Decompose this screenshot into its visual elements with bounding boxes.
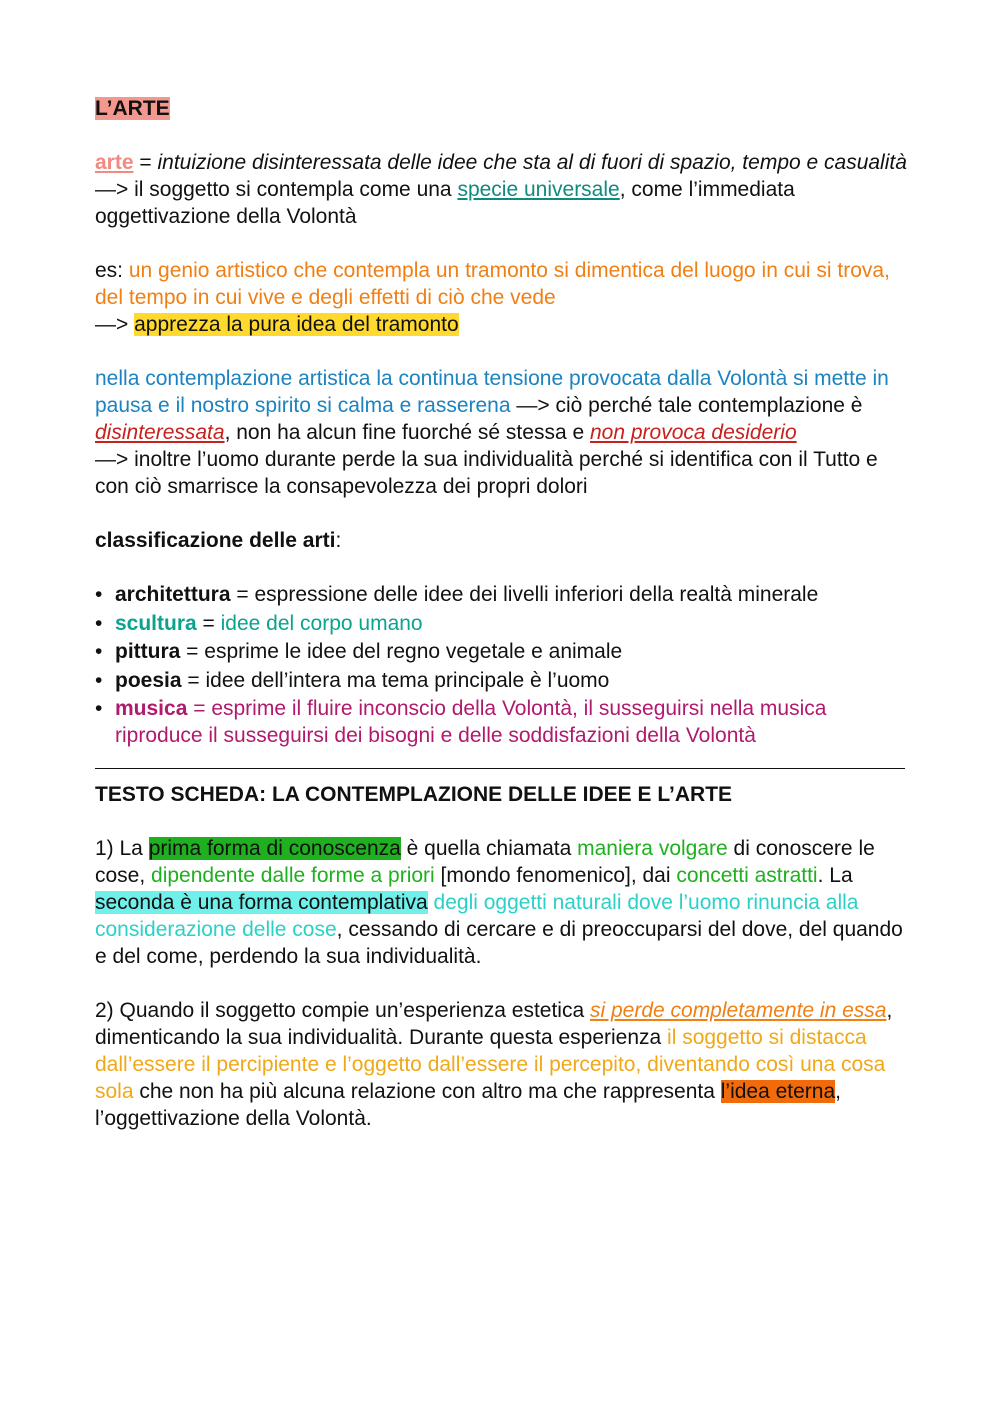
example-paragraph [95,257,907,338]
idea-eterna-highlight: l’idea eterna [720,1080,836,1103]
classification-heading [95,527,907,554]
equals-sign: = [133,151,158,174]
text-run: 2) Quando il soggetto compie un’esperienza estetica [95,999,590,1022]
si-perde-text: si perde completamente in essa [589,999,887,1022]
bullet: • [95,697,103,720]
arrow-text-end: , come l’immediata oggettivazione della Volontà [95,178,795,228]
bullet: • [95,640,103,663]
classification-heading-text: classificazione delle arti [95,529,336,552]
contemplation-mid: —> ciò perché tale contemplazione è [510,394,863,417]
classification-colon: : [335,529,342,552]
text-run: che non ha più alcuna relazione con altro ma che rappresenta [133,1080,721,1103]
oggetti-naturali-text: degli oggetti naturali dove l’uomo rinuncia alla considerazione delle cose [95,891,859,941]
description: esprime le idee del regno vegetale e animale [204,640,623,663]
text-run: [mondo fenomenico], dai [434,864,677,887]
term: musica [115,697,188,720]
concetti-astratti-text: concetti astratti [676,864,818,887]
maniera-volgare-text: maniera volgare [577,837,728,860]
prima-forma-highlight: prima forma di conoscenza [148,837,401,860]
text-run: , dimenticando la sua individualità. Durante questa esperienza [95,999,893,1049]
example-highlight: apprezza la pura idea del tramonto [134,313,459,336]
text-run: , l’oggettivazione della Volontà. [95,1080,842,1130]
example-arrow: —> [95,313,135,336]
disinteressata-text: disinteressata [95,421,225,444]
term: scultura [115,611,197,635]
description: esprime il fluire inconscio della Volontà, il susseguirsi nella musica riproduce il susseguirsi dei bisogni e delle soddisfazioni della Volontà [115,697,827,747]
list-item-musica [95,695,907,749]
list-item-pittura [95,638,907,667]
title-highlight: L’ARTE [95,97,170,120]
arrow-text: —> il soggetto si contempla come una [95,178,458,201]
text-run: , cessando di cercare e di preoccuparsi del dove, del quando e del come, perdendo la sua individualità. [95,918,903,968]
text-run: di conoscere le cose, [95,837,875,887]
definition-paragraph [95,149,907,230]
text-run: è quella chiamata [400,837,578,860]
contemplation-mid2: , non ha alcun fine fuorché sé stessa e [224,421,590,444]
equals-sign: = [180,640,205,663]
description: idee dell’intera ma tema principale è l’uomo [205,668,610,692]
seconda-forma-highlight: seconda è una forma contemplativa [95,891,428,914]
scheda-heading [95,781,907,808]
example-text: un genio artistico che contempla un tramonto si dimentica del luogo in cui si trova, del tempo in cui vive e degli effetti di ciò che vede [95,259,890,309]
non-provoca-desiderio-text: non provoca desiderio [589,421,797,444]
section-title [95,95,907,122]
example-prefix: es: [95,259,129,282]
scheda-heading-text: TESTO SCHEDA: LA CONTEMPLAZIONE DELLE IDEE E L’ARTE [95,783,733,806]
forme-a-priori-text: dipendente dalle forme a priori [151,864,435,887]
equals-sign: = [230,583,255,606]
equals-sign: = [187,697,212,720]
equals-sign: = [196,611,221,635]
scheda-paragraph-2 [95,997,907,1132]
text-run: 1) La [95,837,149,860]
bullet: • [95,611,103,635]
distacca-text: il soggetto si distacca dall’essere il percipiente e l’oggetto dall’essere il percepito, diventando così una cosa sola [95,1026,886,1103]
bullet: • [95,668,103,692]
definition-text: intuizione disinteressata delle idee che sta al di fuori di spazio, tempo e casualità [157,151,907,174]
description: espressione delle idee dei livelli inferiori della realtà minerale [254,583,819,606]
list-item-poesia [95,667,907,696]
divider [95,768,905,769]
contemplation-paragraph [95,365,907,500]
bullet: • [95,583,103,606]
list-item-scultura [95,610,907,639]
description: idee del corpo umano [220,611,423,635]
scheda-paragraph-1 [95,835,907,970]
term: architettura [115,583,231,606]
contemplation-arrow: —> inoltre l’uomo durante perde la sua individualità perché si identifica con il Tutto e con ciò smarrisce la consapevolezza dei propri dolori [95,448,878,498]
specie-universale-link: specie universale [457,178,620,201]
term: pittura [115,640,181,663]
list-item-architettura [95,581,907,610]
contemplation-blue-text: nella contemplazione artistica la continua tensione provocata dalla Volontà si mette in pausa e il nostro spirito si calma e rasserena [95,367,889,417]
text-run: . La [817,864,853,887]
term-arte: arte [95,151,134,174]
term: poesia [115,668,182,692]
arts-list [95,581,907,749]
document-page [95,95,907,1132]
equals-sign: = [181,668,206,692]
